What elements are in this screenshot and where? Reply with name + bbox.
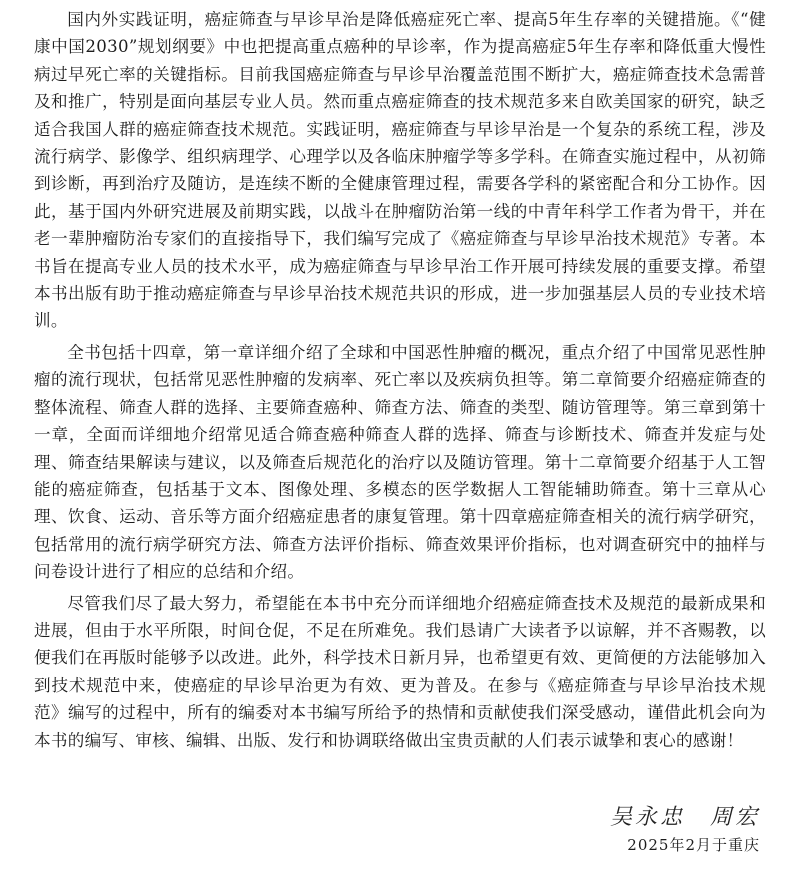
date-line: 2025年2月于重庆: [627, 836, 760, 854]
paragraph-2: 全书包括十四章，第一章详细介绍了全球和中国恶性肿瘤的概况，重点介绍了中国常见恶性肿瘤的流行现状，包括常见恶性肿瘤的发病率、死亡率以及疾病负担等。第二章简要介绍癌症筛查的整体流程、筛查人群的选择、主要筛查癌种、筛查方法、筛查的类型、随访管理等。第三章到第十一章，全面而详细地介绍常见适合筛查癌种筛查人群的选择、筛查与诊断技术、筛查并发症与处理、筛查结果解读与建议，以及筛查后规范化的治疗以及随访管理。第十二章简要介绍基于人工智能的癌症筛查，包括基于文本、图像处理、多模态的医学数据人工智能辅助筛查。第十三章从心理、饮食、运动、音乐等方面介绍癌症患者的康复管理。第十四章癌症筛查相关的流行病学研究，包括常用的流行病学研究方法、筛查方法评价指标、筛查效果评价指标，也对调查研究中的抽样与问卷设计进行了相应的总结和介绍。: [34, 342, 766, 582]
author-signature: 吴永忠 周宏: [609, 805, 760, 830]
paragraph-1: 国内外实践证明，癌症筛查与早诊早治是降低癌症死亡率、提高5年生存率的关键措施。《“健康中国2030”规划纲要》中也把提高重点癌种的早诊率，作为提高癌症5年生存率和降低重大慢性病过早死亡率的关键指标。目前我国癌症筛查与早诊早治覆盖范围不断扩大，癌症筛查技术急需普及和推广，特别是面向基层专业人员。然而重点癌症筛查的技术规范多来自欧美国家的研究，缺乏适合我国人群的癌症筛查技术规范。实践证明，癌症筛查与早诊早治是一个复杂的系统工程，涉及流行病学、影像学、组织病理学、心理学以及各临床肿瘤学等多学科。在筛查实施过程中，从初筛到诊断，再到治疗及随访，是连续不断的全健康管理过程，需要各学科的紧密配合和分工协作。因此，基于国内外研究进展及前期实践，以战斗在肿瘤防治第一线的中青年科学工作者为骨干，并在老一辈肿瘤防治专家们的直接指导下，我们编写完成了《癌症筛查与早诊早治技术规范》专著。本书旨在提高专业人员的技术水平，成为癌症筛查与早诊早治工作开展可持续发展的重要支撑。希望本书出版有助于推动癌症筛查与早诊早治技术规范共识的形成，进一步加强基层人员的专业技术培训。: [34, 10, 766, 331]
paragraph-3: 尽管我们尽了最大努力，希望能在本书中充分而详细地介绍癌症筛查技术及规范的最新成果和进展，但由于水平所限，时间仓促，不足在所难免。我们恳请广大读者予以谅解，并不吝赐教，以便我们在再版时能够予以改进。此外，科学技术日新月异，也希望更有效、更简便的方法能够加入到技术规范中来，使癌症的早诊早治更为有效、更为普及。在参与《癌症筛查与早诊早治技术规范》编写的过程中，所有的编委对本书编写所给予的热情和贡献使我们深受感动，谨借此机会向为本书的编写、审核、编辑、出版、发行和协调联络做出宝贵贡献的人们表示诚挚和衷心的感谢！: [34, 593, 766, 750]
